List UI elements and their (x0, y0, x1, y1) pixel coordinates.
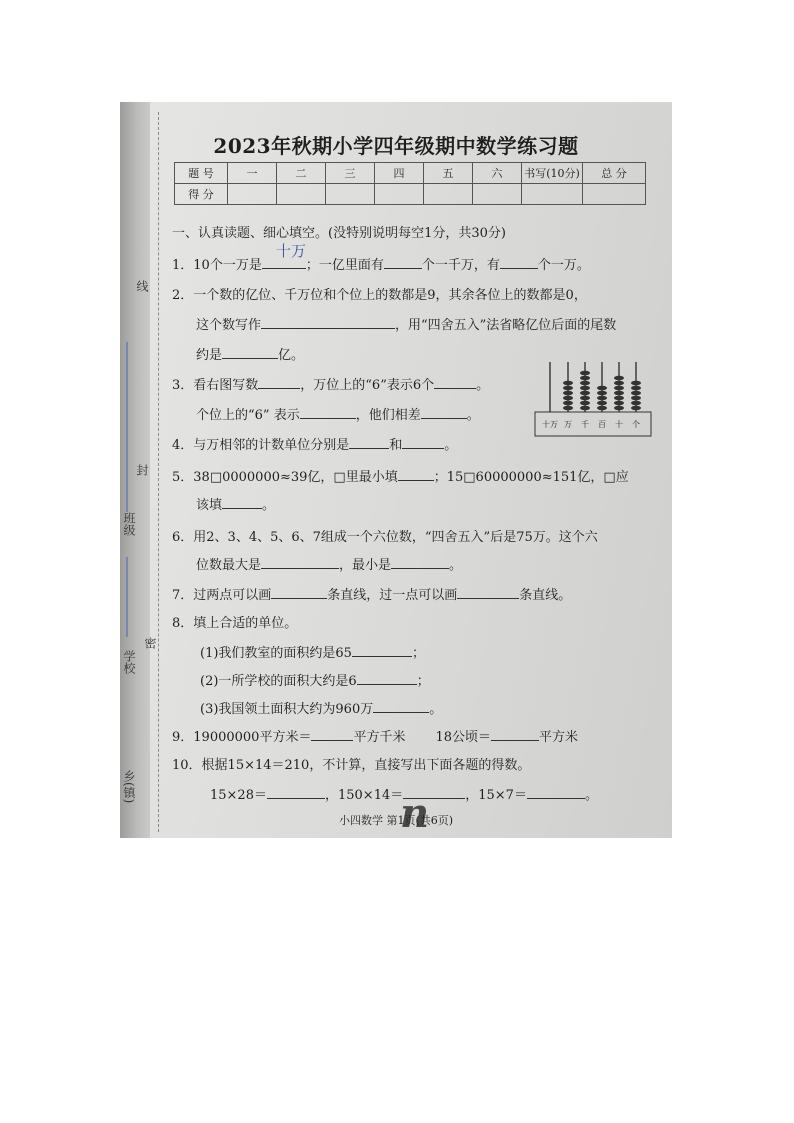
question-7 (172, 584, 571, 603)
q1-text: 个一万。 (537, 258, 590, 273)
score-cell[interactable] (522, 184, 583, 205)
q5-text: 。 (262, 498, 276, 513)
answer-blank[interactable] (311, 728, 353, 741)
score-table (174, 162, 646, 205)
answer-blank[interactable] (357, 672, 417, 685)
q9-text: 9．19000000平方米＝ (172, 730, 312, 745)
score-header-cell: 五 (424, 163, 473, 184)
score-header-cell: 一 (228, 163, 277, 184)
answer-blank[interactable] (384, 256, 422, 269)
score-cell[interactable] (424, 184, 473, 205)
q3-text: 。 (466, 408, 480, 423)
answer-blank[interactable] (391, 556, 449, 569)
answer-blank[interactable] (421, 406, 467, 419)
township-label: 乡(镇) (122, 770, 136, 804)
question-1 (172, 254, 590, 273)
answer-blank[interactable] (222, 496, 262, 509)
q2-text: 约是 (196, 348, 223, 363)
school-label: 学校 (122, 650, 136, 674)
question-2-line2 (196, 314, 616, 333)
q2-text: ，用“四舍五入”法省略亿位后面的尾数 (395, 318, 617, 333)
question-2-line3 (196, 344, 304, 363)
q5-text: ；15□60000000≈151亿，□应 (433, 470, 629, 485)
seal-char-line: 线 (135, 280, 149, 292)
q7-text: 条直线。 (519, 588, 572, 603)
question-8-1 (200, 642, 425, 661)
abacus-label: 万 (564, 420, 572, 429)
answer-blank[interactable] (300, 406, 356, 419)
q5-text: 该填 (196, 498, 223, 513)
q8-text: (3)我国领土面积大约为960万 (200, 702, 374, 717)
question-5-line2 (196, 494, 275, 513)
answer-blank[interactable] (373, 700, 429, 713)
q3-text: 个位上的“6” 表示 (196, 408, 300, 423)
q8-text: ； (416, 674, 430, 689)
score-header-cell: 总 分 (583, 163, 646, 184)
q8-text: 。 (429, 702, 443, 717)
abacus-label: 个 (632, 420, 640, 429)
seal-dashed-line (158, 112, 159, 832)
answer-blank[interactable] (457, 586, 519, 599)
question-3-line1 (172, 374, 489, 393)
score-cell[interactable] (228, 184, 277, 205)
question-5-line1 (172, 466, 629, 485)
q9-text: 18公顷＝ (435, 730, 492, 745)
abacus-diagram (534, 360, 652, 438)
q2-text: 亿。 (278, 348, 305, 363)
answer-blank[interactable] (352, 644, 412, 657)
score-header-cell: 题 号 (175, 163, 228, 184)
q8-text: (2)一所学校的面积大约是6 (200, 674, 357, 689)
answer-blank[interactable] (222, 346, 278, 359)
score-cell[interactable] (473, 184, 522, 205)
answer-blank[interactable] (402, 436, 444, 449)
score-header-cell: 六 (473, 163, 522, 184)
question-10-line1: 10．根据15×14＝210，不计算，直接写出下面各题的得数。 (172, 758, 531, 773)
q7-text: 条直线，过一点可以画 (327, 588, 458, 603)
abacus-label: 十万 (542, 420, 558, 429)
q2-text: 这个数写作 (196, 318, 262, 333)
question-9 (172, 726, 578, 745)
abacus-label: 百 (598, 420, 606, 429)
handwritten-letter: n (400, 790, 430, 837)
answer-blank[interactable] (434, 376, 476, 389)
q6-text: 位数最大是 (196, 558, 262, 573)
q4-text: 。 (444, 438, 458, 453)
q1-text: 个一千万，有 (421, 258, 500, 273)
q9-text: 平方米 (539, 730, 579, 745)
answer-blank[interactable] (491, 728, 539, 741)
answer-blank[interactable] (261, 556, 339, 569)
q3-text: ，万位上的“6”表示6个 (300, 378, 435, 393)
question-4 (172, 434, 457, 453)
question-2-line1: 2．一个数的亿位、千万位和个位上的数都是9，其余各位上的数都是0， (172, 288, 587, 303)
q6-text: 。 (449, 558, 463, 573)
section-heading: 一、认真读题、细心填空。(没特别说明每空1分，共30分) (172, 226, 506, 241)
score-header-cell: 书写(10分) (522, 163, 583, 184)
answer-blank[interactable] (271, 586, 327, 599)
q10-text: 。 (584, 788, 598, 803)
q8-text: (1)我们教室的面积约是65 (200, 646, 352, 661)
score-header-cell: 三 (326, 163, 375, 184)
question-8-title: 8．填上合适的单位。 (172, 616, 298, 631)
q3-text: 。 (476, 378, 490, 393)
handwritten-answer: 十万 (276, 242, 307, 260)
question-3-line2 (196, 404, 480, 423)
seal-char-secret: 密 (143, 637, 157, 649)
score-cell[interactable] (326, 184, 375, 205)
page-footer: 小四数学 第1页(共6页) (338, 814, 454, 827)
answer-blank[interactable] (398, 468, 434, 481)
q9-text: 平方千米 (353, 730, 406, 745)
ink-stroke (126, 557, 128, 637)
question-8-2 (200, 670, 430, 689)
answer-blank[interactable] (267, 786, 325, 799)
q8-text: ； (411, 646, 425, 661)
answer-blank[interactable] (500, 256, 538, 269)
answer-blank[interactable] (349, 436, 389, 449)
q5-text: 5．38□0000000≈39亿，□里最小填 (172, 470, 398, 485)
q10-text: 15×28＝ (210, 788, 267, 803)
q10-text: ，150×14＝ (324, 788, 404, 803)
score-cell[interactable] (375, 184, 424, 205)
q7-text: 7．过两点可以画 (172, 588, 272, 603)
abacus-label: 千 (581, 420, 589, 429)
q4-text: 4．与万相邻的计数单位分别是 (172, 438, 350, 453)
page-title: 2023年秋期小学四年级期中数学练习题 (213, 134, 579, 158)
seal-char-seal: 封 (135, 464, 149, 476)
answer-blank[interactable] (261, 316, 395, 329)
q1-text: ；一亿里面有 (305, 258, 384, 273)
ink-stroke (126, 342, 128, 512)
q3-text: 3．看右图写数 (172, 378, 259, 393)
exam-photo (120, 102, 672, 838)
answer-blank[interactable] (527, 786, 585, 799)
score-row-label: 得 分 (175, 184, 228, 205)
score-cell[interactable] (583, 184, 646, 205)
question-6-line2 (196, 554, 462, 573)
question-8-3 (200, 698, 442, 717)
class-label: 班级 (122, 512, 136, 536)
q3-text: ，他们相差 (355, 408, 421, 423)
score-cell[interactable] (277, 184, 326, 205)
abacus-label: 十 (615, 420, 623, 429)
q4-text: 和 (389, 438, 403, 453)
question-6-line1: 6．用2、3、4、5、6、7组成一个六位数，“四舍五入”后是75万。这个六 (172, 530, 598, 545)
score-header-cell: 二 (277, 163, 326, 184)
answer-blank[interactable] (258, 376, 300, 389)
q1-text: 1．10个一万是 (172, 258, 262, 273)
q10-text: ，15×7＝ (465, 788, 527, 803)
q6-text: ，最小是 (339, 558, 392, 573)
score-header-cell: 四 (375, 163, 424, 184)
